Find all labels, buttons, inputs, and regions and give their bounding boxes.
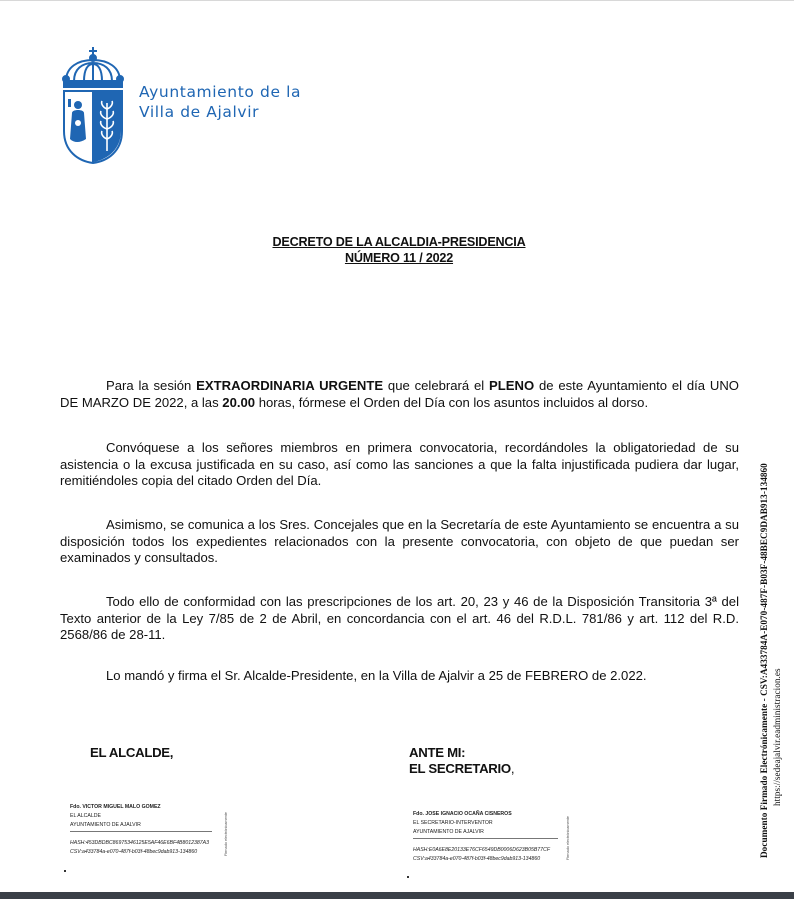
secretary-heading-text: EL SECRETARIO	[409, 761, 511, 776]
secretary-heading	[409, 761, 514, 777]
top-border	[0, 0, 794, 1]
signer-org: AYUNTAMIENTO DE AJALVIR	[70, 822, 141, 828]
decree-title: DECRETO DE LA ALCALDIA-PRESIDENCIA	[272, 235, 526, 249]
p1-body: PLENO	[489, 378, 535, 393]
secretary-heading-comma: ,	[510, 761, 515, 776]
paragraph-session	[60, 378, 739, 411]
p1-text-g: horas, fórmese el Orden del Día con los asuntos incluidos al dorso.	[255, 394, 649, 410]
coat-of-arms-logo	[60, 47, 126, 165]
signature-hash: HASH:E0A6E8E20133E76CF6549DB0006D623B05B77CF	[413, 847, 550, 853]
mark	[407, 876, 409, 878]
paragraph-files: Asimismo, se comunica a los Sres. Concejales que en la Secretaría de este Ayuntamiento se encuentra a su disposición todos los expedientes relacionados con la presente convocatoria, con objeto de que puedan ser examinados y consultados.	[60, 517, 739, 566]
mayor-signature-block	[70, 803, 220, 857]
verification-url[interactable]: https://sedeajalvir.eadministracion.es	[772, 668, 782, 806]
signature-hash: HASH:453DBDBC86975346125E5AF46E6BF4B8012387A3	[70, 840, 210, 846]
signer-name: Fdo. VICTOR MIGUEL MALO GOMEZ	[70, 804, 161, 810]
p1-time: 20.00	[222, 394, 256, 410]
paragraph-convocation: Convóquese a los señores miembros en primera convocatoria, recordándoles la obligatoriedad de su asistencia o la excusa justificada en su caso, así como las sanciones a que la falta injustificada pudiera dar lugar, remitiéndoles copia del citado Orden del Día.	[60, 440, 739, 489]
mayor-signed-label: Firmado electrónicamente	[224, 812, 228, 856]
signature-csv: CSV:a433784a-e070-487f-b03f-48bec9dab913-134860	[70, 849, 198, 855]
org-line-2: Villa de Ajalvir	[139, 103, 260, 121]
p1-text-e: de este Ayuntamiento el día UNO DE MARZO DE 2022, a las	[60, 378, 739, 410]
p1-session-type: EXTRAORDINARIA URGENTE	[196, 378, 384, 393]
paragraph-closing: Lo mandó y firma el Sr. Alcalde-Presidente, en la Villa de Ajalvir a 25 de FEBRERO de 2.022.	[106, 668, 647, 683]
p1-text-a: Para la sesión	[106, 378, 197, 393]
mayor-heading: EL ALCALDE,	[90, 745, 174, 760]
secretary-signature-block	[413, 810, 573, 864]
organization-name	[139, 82, 301, 122]
paragraph-legal-basis: Todo ello de conformidad con las prescripciones de los art. 20, 23 y 46 de la Disposición Transitoria 3ª del Texto anterior de la Ley 7/85 de 2 de Abril, en concordancia con el art. 46 del R.D.L. 781/86 y art. 112 del R.D. 2568/86 de 28-11.	[60, 594, 739, 643]
signer-role: EL ALCALDE	[70, 813, 101, 819]
mark	[64, 870, 66, 872]
electronic-signature-stamp: Documento Firmado Electrónicamente - CSV:A433784A-E070-487F-B03F-48BEC9DAB913-134860	[759, 463, 769, 858]
signer-role: EL SECRETARIO-INTERVENTOR	[413, 820, 493, 826]
mayor-signature-line	[70, 831, 212, 832]
secretary-signature-line	[413, 838, 558, 839]
bottom-bar	[0, 892, 794, 899]
signature-csv: CSV:a433784a-e070-487f-b03f-48bec9dab913-134860	[413, 856, 541, 862]
p1-text-c: que celebrará el	[383, 378, 490, 393]
secretary-signed-label: Firmado electrónicamente	[566, 816, 570, 860]
org-line-1: Ayuntamiento de la	[139, 83, 302, 101]
ante-mi-heading: ANTE MI:	[409, 745, 466, 760]
signer-org: AYUNTAMIENTO DE AJALVIR	[413, 829, 484, 835]
decree-number: NÚMERO 11 / 2022	[344, 251, 454, 265]
signer-name: Fdo. JOSE IGNACIO OCAÑA CISNEROS	[413, 811, 512, 817]
